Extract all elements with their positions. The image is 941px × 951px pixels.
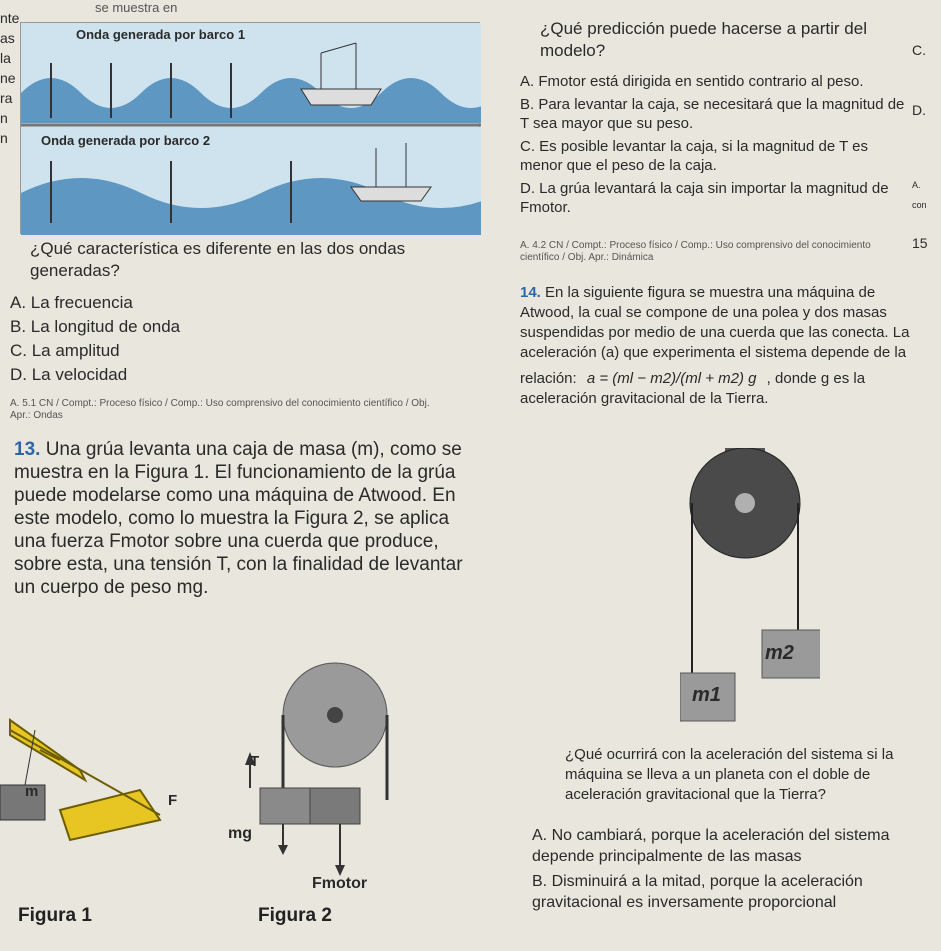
- q13-option-a[interactable]: A. Fmotor está dirigida en sentido contrario al peso.: [520, 73, 864, 90]
- margin-fragment: ra: [0, 90, 13, 106]
- q12-meta: A. 5.1 CN / Compt.: Proceso físico / Comp.: Uso comprensivo del conocimiento científico / Obj. Apr.: Ondas: [10, 398, 430, 421]
- q13-question: ¿Qué predicción puede hacerse a partir del modelo?: [540, 19, 867, 60]
- q14-number: 14.: [520, 284, 541, 301]
- force-label: F: [168, 792, 178, 809]
- far-right-letter: con: [912, 200, 927, 210]
- q12-option-b[interactable]: B. La longitud de onda: [10, 317, 181, 336]
- mass-label: m: [25, 783, 39, 800]
- margin-fragment: ne: [0, 70, 16, 86]
- q13-option-d[interactable]: D. La grúa levantará la caja sin importar la magnitud de Fmotor.: [520, 180, 889, 216]
- q12-option-d[interactable]: D. La velocidad: [10, 365, 128, 384]
- left-margin-fragments: [0, 8, 20, 148]
- q12-stem: ¿Qué característica es diferente en las dos ondas generadas?: [30, 239, 406, 280]
- q13-text: Una grúa levanta una caja de masa (m), como se muestra en la Figura 1. El funcionamiento de la grúa puede modelarse como una máquina de Atwood. En este modelo, como lo muestra la Figura 2, se aplica una fuerza Fmotor sobre una cuerda que produce, sobre esta, una tensión T, con la finalidad de levantar un cuerpo de peso mg.: [14, 439, 463, 598]
- atwood-m2-label: m2: [765, 642, 794, 664]
- q14-relation-label: relación:: [520, 370, 577, 387]
- margin-fragment: n: [0, 110, 8, 126]
- q13-options: [520, 72, 905, 221]
- q13-number: 13.: [14, 439, 41, 460]
- crane-icon: [10, 720, 160, 840]
- q14-formula: a = (ml − m2)/(ml + m2) g: [586, 370, 757, 387]
- far-right-letter: 15: [912, 235, 928, 251]
- q12-option-a[interactable]: A. La frecuencia: [10, 293, 133, 312]
- q13-option-b[interactable]: B. Para levantar la caja, se necesitará que la magnitud de T sea mayor que su peso.: [520, 96, 905, 132]
- figure2-pulley-icon: [245, 663, 387, 876]
- far-right-letter: A.: [912, 180, 921, 190]
- q13-paragraph: [14, 438, 484, 599]
- motor-label: Fmotor: [312, 875, 368, 892]
- margin-fragment: la: [0, 50, 11, 66]
- margin-fragment: n: [0, 130, 8, 146]
- q14-question: ¿Qué ocurrirá con la aceleración del sistema si la máquina se lleva a un planeta con el doble de aceleración gravitacional que la Tierra?: [565, 746, 894, 803]
- far-right-letter: C.: [912, 42, 926, 58]
- waves-svg: [21, 23, 481, 235]
- q14-relation-tail: , donde g es la aceleración gravitacional de la Tierra.: [520, 370, 866, 407]
- weight-label: mg: [228, 825, 252, 842]
- q13-meta: A. 4.2 CN / Compt.: Proceso físico / Comp.: Uso comprensivo del conocimiento científico / Obj. Apr.: Dinámica: [520, 240, 871, 263]
- q13-option-c[interactable]: C. Es posible levantar la caja, si la magnitud de T es menor que el peso de la caja.: [520, 138, 868, 174]
- tension-label: T: [250, 753, 260, 770]
- q14-options: [532, 825, 937, 913]
- far-right-letter: D.: [912, 102, 926, 118]
- atwood-m1-label: m1: [692, 684, 721, 706]
- figure1-label: Figura 1: [18, 905, 92, 926]
- q14-relation-line: [520, 369, 920, 409]
- q14-paragraph: [520, 283, 920, 409]
- q14-option-a[interactable]: A. No cambiará, porque la aceleración del sistema depende principalmente de las masas: [532, 827, 890, 865]
- waves-illustration: [20, 22, 480, 234]
- q14-option-b[interactable]: B. Disminuirá a la mitad, porque la aceleración gravitacional es inversamente proporcional: [532, 873, 863, 911]
- q14-text: En la siguiente figura se muestra una máquina de Atwood, la cual se compone de una polea y dos masas suspendidas por medio de una cuerda que las conecta. La aceleración (a) que experimenta el sistema depende de la: [520, 284, 910, 361]
- figure2-label: Figura 2: [258, 905, 332, 926]
- q12-option-c[interactable]: C. La amplitud: [10, 341, 120, 360]
- far-right-fragments: [912, 40, 941, 253]
- margin-fragment: as: [0, 30, 15, 46]
- margin-fragment: nte: [0, 10, 20, 26]
- page-top-fragment: se muestra en: [95, 0, 178, 15]
- wave-1-label: Onda generada por barco 1: [76, 27, 246, 42]
- wave-2-label: Onda generada por barco 2: [41, 133, 211, 148]
- q12-options: [10, 292, 470, 388]
